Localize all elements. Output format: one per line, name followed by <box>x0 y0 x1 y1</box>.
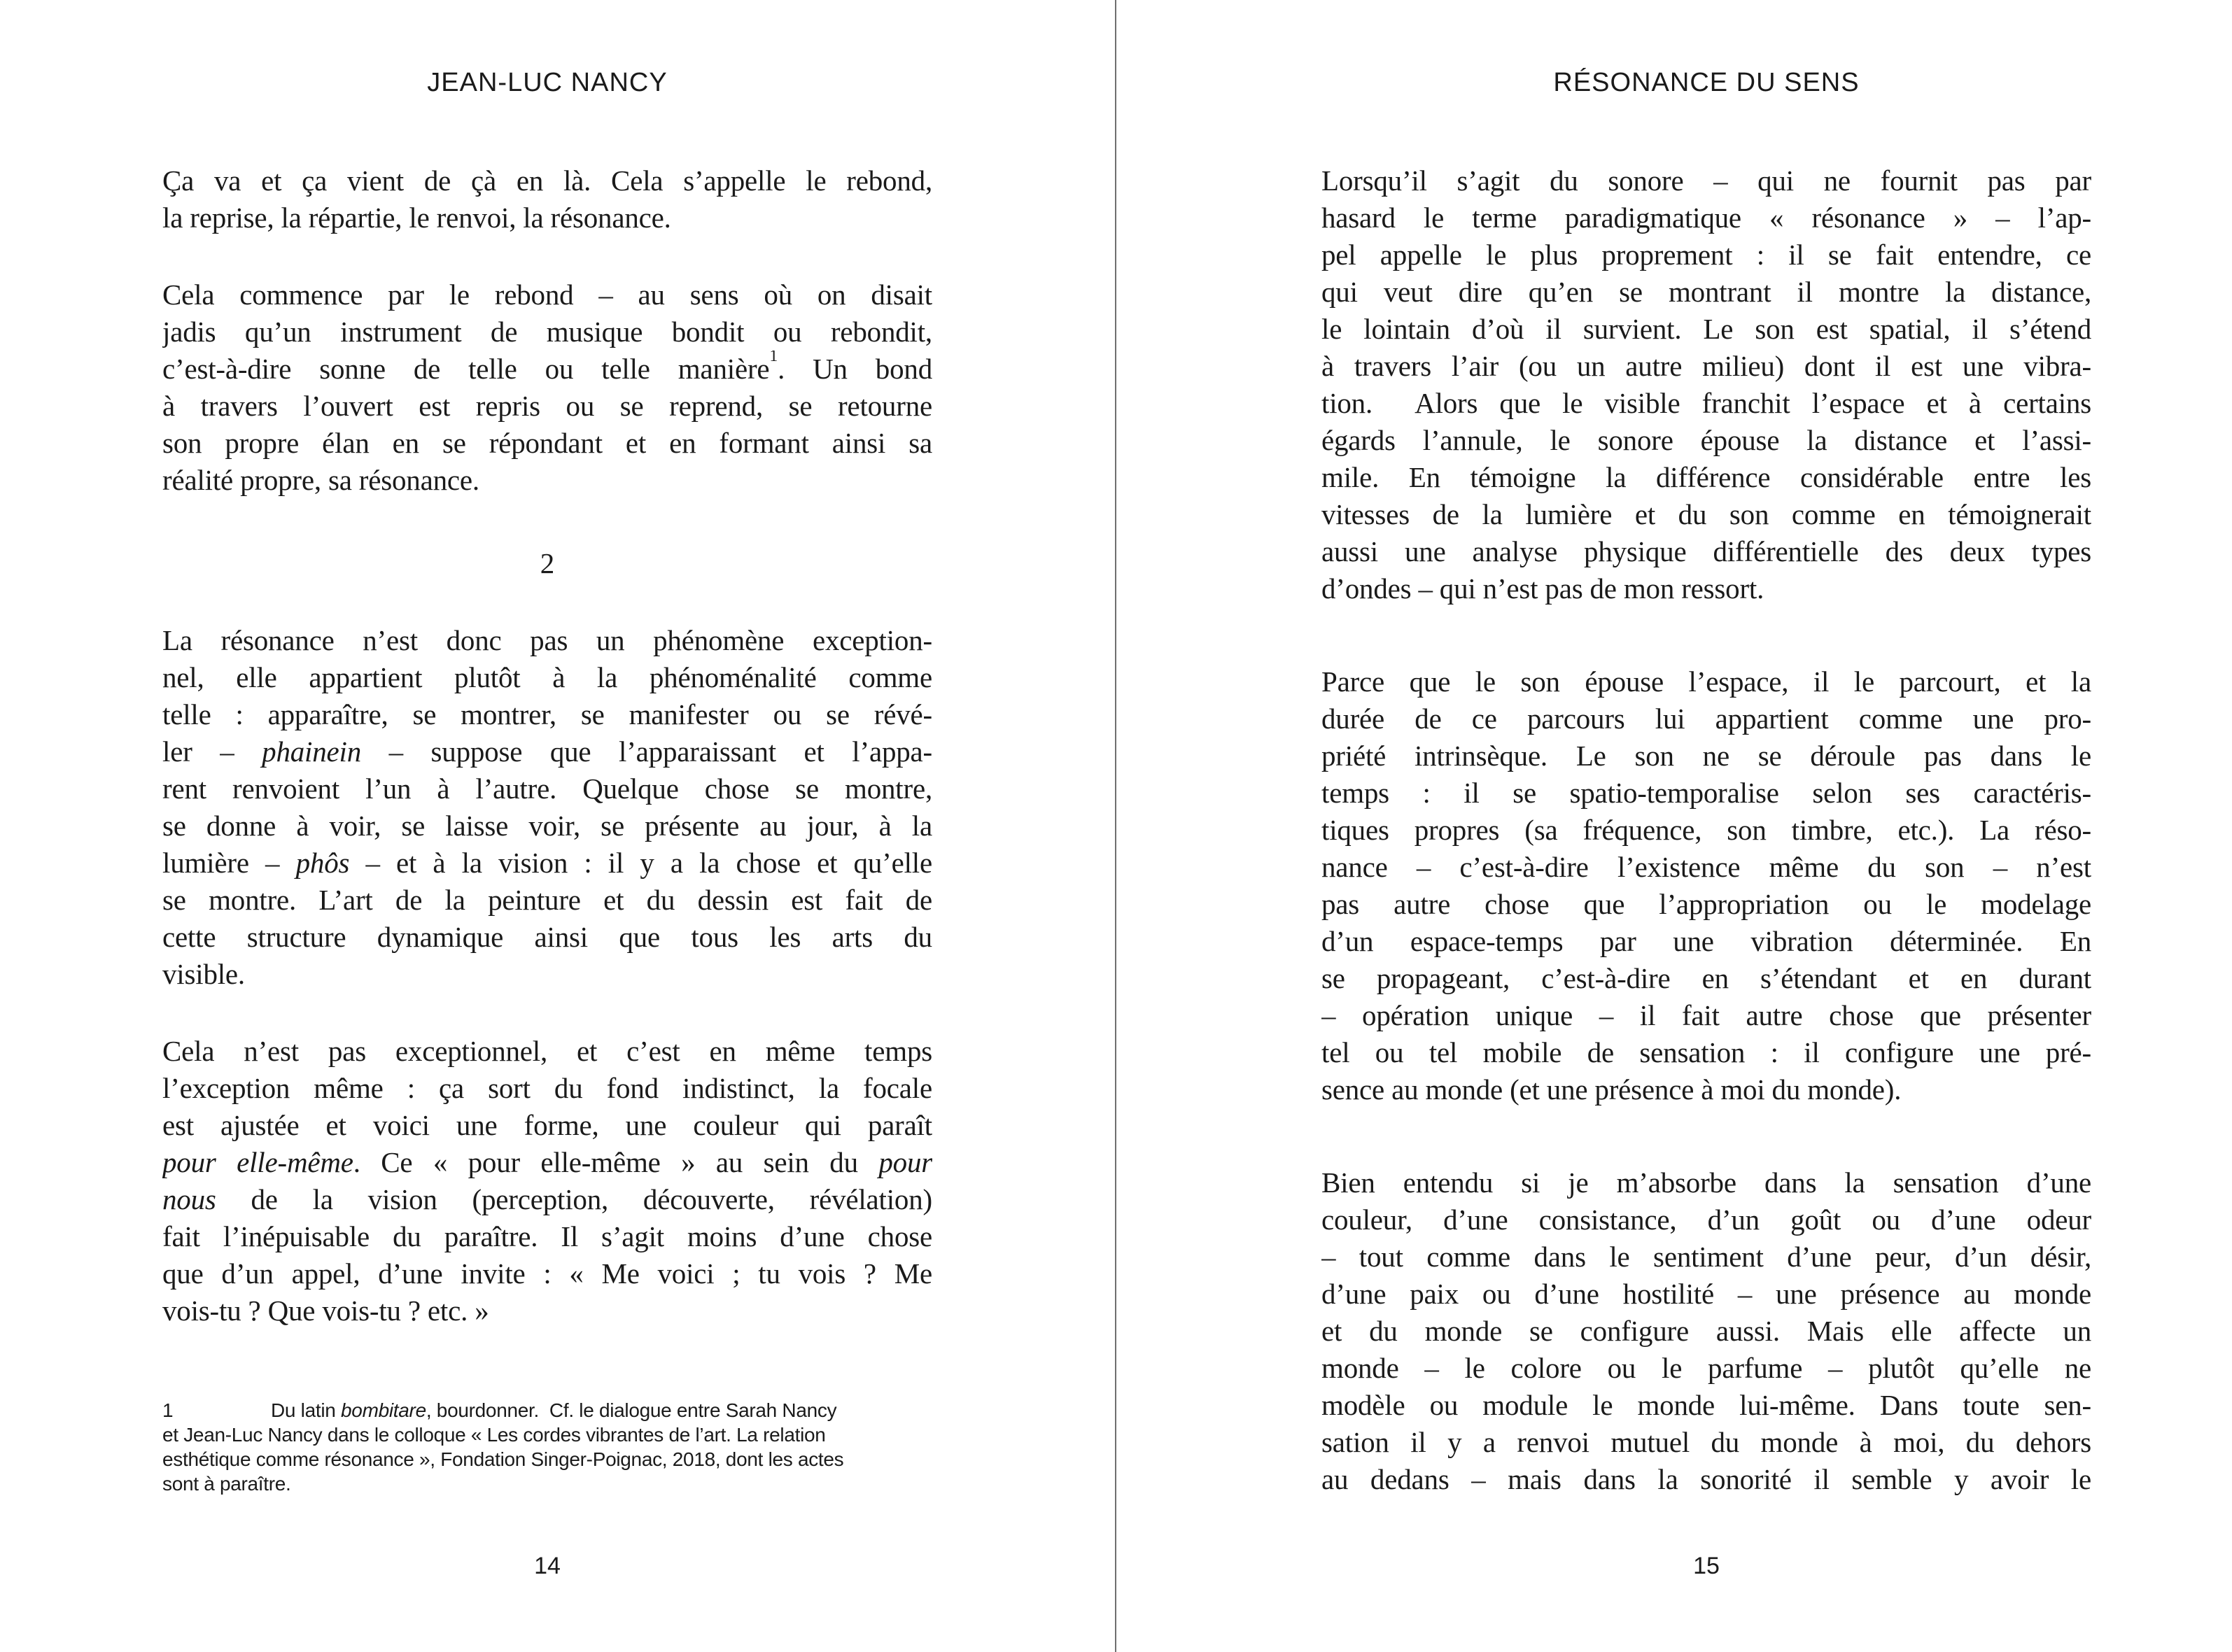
page-number-left: 14 <box>534 1553 561 1579</box>
footnote-line: sont à paraître. <box>162 1473 291 1495</box>
text-line: vois-tu ? Que vois-tu ? etc. » <box>162 1294 489 1327</box>
text-line: Bien entendu si je m’absorbe dans la sensation d’une <box>1321 1166 2091 1199</box>
text-line: nous de la vision (perception, découverte, révélation) <box>162 1183 932 1215</box>
text-line: d’ondes – qui n’est pas de mon ressort. <box>1321 572 1764 605</box>
footnote-line: Du latin bombitare, bourdonner. Cf. le dialogue entre Sarah Nancy <box>271 1399 837 1421</box>
text-line: monde – le colore ou le parfume – plutôt qu’elle ne <box>1321 1352 2091 1384</box>
text-line: pas autre chose que l’appropriation ou le modelage <box>1321 888 2091 920</box>
paragraph <box>162 162 932 236</box>
text-line: rent renvoient l’un à l’autre. Quelque chose se montre, <box>162 772 932 805</box>
footnote-line: et Jean-Luc Nancy dans le colloque « Les cordes vibrantes de l’art. La relation <box>162 1424 826 1446</box>
text-line: est ajustée et voici une forme, une couleur qui paraît <box>162 1109 932 1141</box>
running-header-left: JEAN-LUC NANCY <box>427 68 668 97</box>
text-line: – tout comme dans le sentiment d’une peur, d’un désir, <box>1321 1241 2091 1273</box>
text-line: Parce que le son épouse l’espace, il le parcourt, et la <box>1321 665 2091 698</box>
body-text-right <box>1321 162 2091 1498</box>
body-text-left <box>162 162 932 1329</box>
text-line: le lointain d’où il survient. Le son est spatial, il s’étend <box>1321 313 2091 345</box>
paragraph <box>162 1033 932 1329</box>
running-header-right: RÉSONANCE DU SENS <box>1553 68 1860 97</box>
text-line: Ça va et ça vient de çà en là. Cela s’appelle le rebond, <box>162 164 932 197</box>
text-line: lumière – phôs – et à la vision : il y a la chose et qu’elle <box>162 847 932 879</box>
text-line: que d’un appel, d’une invite : « Me voici ; tu vois ? Me <box>162 1257 932 1290</box>
text-line: nance – c’est-à-dire l’existence même du son – n’est <box>1321 851 2091 883</box>
footnote-marker: 1 <box>162 1399 174 1421</box>
text-line: Cela n’est pas exceptionnel, et c’est en même temps <box>162 1035 932 1067</box>
text-line: sation il y a renvoi mutuel du monde à moi, du dehors <box>1321 1426 2091 1458</box>
text-line: c’est-à-dire sonne de telle ou telle manière$^1$. Un bond <box>162 351 932 385</box>
text-line: nel, elle appartient plutôt à la phénoménalité comme <box>162 661 932 693</box>
text-line: son propre élan en se répondant et en formant ainsi sa <box>162 427 932 459</box>
text-line: Cela commence par le rebond – au sens où on disait <box>162 278 932 311</box>
text-line: ler – phainein – suppose que l’apparaissant et l’appa- <box>162 735 932 768</box>
page-number-right: 15 <box>1693 1553 1720 1579</box>
text-line: pour elle-même. Ce « pour elle-même » au sein du pour <box>162 1146 932 1178</box>
text-line: cette structure dynamique ainsi que tous les arts du <box>162 921 932 953</box>
text-line: Lorsqu’il s’agit du sonore – qui ne fournit pas par <box>1321 164 2091 197</box>
text-line: égards l’annule, le sonore épouse la distance et l’assi- <box>1321 424 2091 456</box>
text-line: pel appelle le plus proprement : il se fait entendre, ce <box>1321 239 2091 271</box>
text-line: l’exception même : ça sort du fond indistinct, la focale <box>162 1072 932 1104</box>
text-line: durée de ce parcours lui appartient comme une pro- <box>1321 703 2091 735</box>
text-line: mile. En témoigne la différence considérable entre les <box>1321 461 2091 493</box>
paragraph <box>1321 663 2091 1108</box>
text-line: à travers l’air (ou un autre milieu) dont il est une vibra- <box>1321 350 2091 382</box>
text-line: tel ou tel mobile de sensation : il configure une pré- <box>1321 1036 2091 1068</box>
text-line: visible. <box>162 958 245 990</box>
text-line: La résonance n’est donc pas un phénomène exception- <box>162 624 932 656</box>
text-line: tiques propres (sa fréquence, son timbre, etc.). La réso- <box>1321 814 2091 846</box>
text-line: tion. Alors que le visible franchit l’espace et à certains <box>1321 387 2091 419</box>
text-line: couleur, d’une consistance, d’un goût ou d’une odeur <box>1321 1203 2091 1236</box>
text-line: la reprise, la répartie, le renvoi, la résonance. <box>162 202 671 234</box>
text-line: réalité propre, sa résonance. <box>162 464 479 496</box>
text-line: vitesses de la lumière et du son comme en témoignerait <box>1321 498 2091 530</box>
text-line: d’une paix ou d’une hostilité – une présence au monde <box>1321 1278 2091 1310</box>
paragraph <box>1321 162 2091 607</box>
footnote-line: esthétique comme résonance », Fondation Singer-Poignac, 2018, dont les actes <box>162 1448 844 1470</box>
text-line: se donne à voir, se laisse voir, se présente au jour, à la <box>162 810 932 842</box>
text-line: se propageant, c’est-à-dire en s’étendant et en durant <box>1321 962 2091 994</box>
paragraph <box>162 622 932 993</box>
text-line: priété intrinsèque. Le son ne se déroule pas dans le <box>1321 740 2091 772</box>
text-line: – opération unique – il fait autre chose que présenter <box>1321 999 2091 1031</box>
section-number: 2 <box>540 547 555 579</box>
text-line: jadis qu’un instrument de musique bondit ou rebondit, <box>162 316 932 348</box>
text-line: sence au monde (et une présence à moi du monde). <box>1321 1073 1902 1106</box>
text-line: se montre. L’art de la peinture et du dessin est fait de <box>162 884 932 916</box>
footnote <box>162 1398 932 1496</box>
text-line: d’un espace-temps par une vibration déterminée. En <box>1321 925 2091 957</box>
paragraph <box>1321 1164 2091 1498</box>
text-line: temps : il se spatio-temporalise selon ses caractéris- <box>1321 777 2091 809</box>
text-line: telle : apparaître, se montrer, se manifester ou se révé- <box>162 698 932 730</box>
text-line: à travers l’ouvert est repris ou se reprend, se retourne <box>162 390 932 422</box>
paragraph <box>162 276 932 499</box>
text-line: au dedans – mais dans la sonorité il semble y avoir le <box>1321 1463 2091 1495</box>
text-line: et du monde se configure aussi. Mais elle affecte un <box>1321 1315 2091 1347</box>
text-line: modèle ou module le monde lui-même. Dans toute sen- <box>1321 1389 2091 1421</box>
text-line: hasard le terme paradigmatique « résonance » – l’ap- <box>1321 202 2091 234</box>
page-right <box>1116 0 2232 1652</box>
text-line: fait l’inépuisable du paraître. Il s’agit moins d’une chose <box>162 1220 932 1252</box>
text-line: qui veut dire qu’en se montrant il montre la distance, <box>1321 276 2091 308</box>
text-line: aussi une analyse physique différentielle des deux types <box>1321 535 2091 567</box>
